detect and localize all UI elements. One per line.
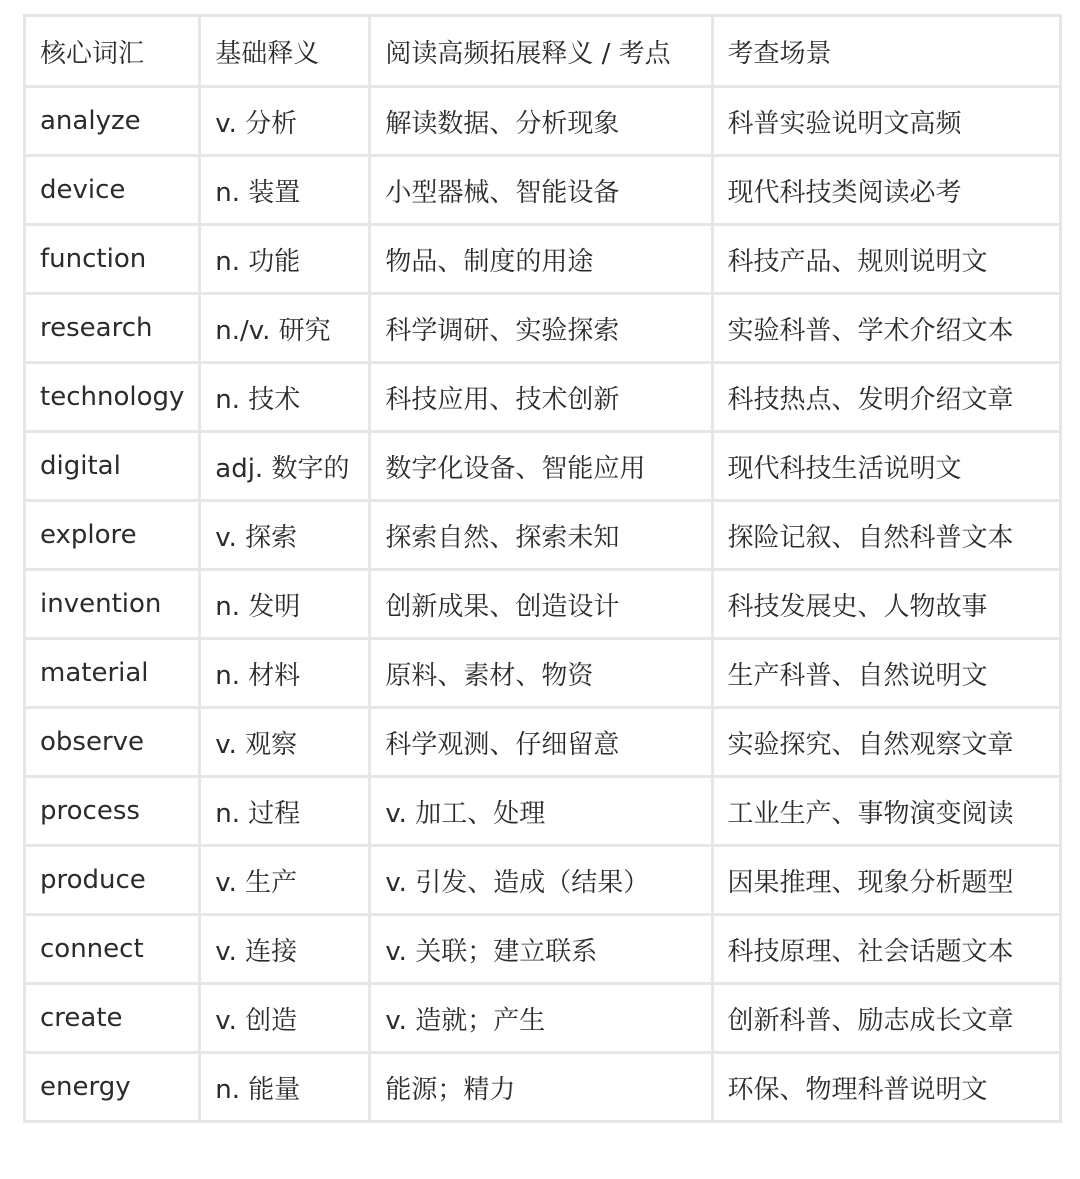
table-row (25, 225, 1061, 294)
table-row (25, 1053, 1061, 1122)
table-row (25, 984, 1061, 1053)
cell-test-scenario: 生产科普、自然说明文 (712, 639, 1060, 708)
cell-word: device (25, 156, 200, 225)
cell-basic-meaning: adj. 数字的 (200, 432, 370, 501)
cell-extended-meaning: 解读数据、分析现象 (370, 87, 712, 156)
table-row (25, 639, 1061, 708)
cell-test-scenario: 科普实验说明文高频 (712, 87, 1060, 156)
cell-word: connect (25, 915, 200, 984)
table-row (25, 915, 1061, 984)
table-row (25, 846, 1061, 915)
cell-extended-meaning: 数字化设备、智能应用 (370, 432, 712, 501)
cell-extended-meaning: 创新成果、创造设计 (370, 570, 712, 639)
cell-word: research (25, 294, 200, 363)
cell-basic-meaning: n. 技术 (200, 363, 370, 432)
cell-word: analyze (25, 87, 200, 156)
cell-test-scenario: 工业生产、事物演变阅读 (712, 777, 1060, 846)
cell-basic-meaning: n. 材料 (200, 639, 370, 708)
cell-test-scenario: 创新科普、励志成长文章 (712, 984, 1060, 1053)
cell-extended-meaning: 科学调研、实验探索 (370, 294, 712, 363)
cell-extended-meaning: v. 引发、造成（结果） (370, 846, 712, 915)
cell-test-scenario: 现代科技类阅读必考 (712, 156, 1060, 225)
cell-test-scenario: 科技热点、发明介绍文章 (712, 363, 1060, 432)
cell-extended-meaning: v. 加工、处理 (370, 777, 712, 846)
cell-test-scenario: 科技发展史、人物故事 (712, 570, 1060, 639)
cell-basic-meaning: n. 功能 (200, 225, 370, 294)
cell-basic-meaning: n. 过程 (200, 777, 370, 846)
cell-basic-meaning: v. 生产 (200, 846, 370, 915)
header-core-word: 核心词汇 (25, 16, 200, 87)
cell-test-scenario: 环保、物理科普说明文 (712, 1053, 1060, 1122)
cell-test-scenario: 科技产品、规则说明文 (712, 225, 1060, 294)
cell-word: function (25, 225, 200, 294)
cell-basic-meaning: n. 能量 (200, 1053, 370, 1122)
cell-word: produce (25, 846, 200, 915)
table-row (25, 156, 1061, 225)
cell-extended-meaning: 探索自然、探索未知 (370, 501, 712, 570)
cell-basic-meaning: n. 装置 (200, 156, 370, 225)
cell-extended-meaning: 原料、素材、物资 (370, 639, 712, 708)
cell-extended-meaning: v. 造就；产生 (370, 984, 712, 1053)
cell-extended-meaning: v. 关联；建立联系 (370, 915, 712, 984)
cell-word: process (25, 777, 200, 846)
cell-basic-meaning: v. 观察 (200, 708, 370, 777)
cell-test-scenario: 因果推理、现象分析题型 (712, 846, 1060, 915)
header-test-scenario: 考查场景 (712, 16, 1060, 87)
cell-word: digital (25, 432, 200, 501)
cell-extended-meaning: 小型器械、智能设备 (370, 156, 712, 225)
cell-basic-meaning: n. 发明 (200, 570, 370, 639)
table-row (25, 432, 1061, 501)
cell-extended-meaning: 科学观测、仔细留意 (370, 708, 712, 777)
cell-basic-meaning: v. 分析 (200, 87, 370, 156)
table-header-row (25, 16, 1061, 87)
cell-test-scenario: 科技原理、社会话题文本 (712, 915, 1060, 984)
cell-word: explore (25, 501, 200, 570)
table-row (25, 708, 1061, 777)
cell-extended-meaning: 科技应用、技术创新 (370, 363, 712, 432)
cell-test-scenario: 实验科普、学术介绍文本 (712, 294, 1060, 363)
cell-word: material (25, 639, 200, 708)
table-row (25, 294, 1061, 363)
cell-basic-meaning: v. 创造 (200, 984, 370, 1053)
cell-word: invention (25, 570, 200, 639)
header-basic-meaning: 基础释义 (200, 16, 370, 87)
cell-test-scenario: 实验探究、自然观察文章 (712, 708, 1060, 777)
table-row (25, 363, 1061, 432)
cell-word: create (25, 984, 200, 1053)
cell-basic-meaning: v. 连接 (200, 915, 370, 984)
cell-basic-meaning: v. 探索 (200, 501, 370, 570)
table-row (25, 777, 1061, 846)
table-row (25, 570, 1061, 639)
cell-test-scenario: 现代科技生活说明文 (712, 432, 1060, 501)
cell-word: observe (25, 708, 200, 777)
cell-test-scenario: 探险记叙、自然科普文本 (712, 501, 1060, 570)
cell-extended-meaning: 物品、制度的用途 (370, 225, 712, 294)
header-extended-meaning: 阅读高频拓展释义 / 考点 (370, 16, 712, 87)
cell-basic-meaning: n./v. 研究 (200, 294, 370, 363)
cell-word: energy (25, 1053, 200, 1122)
table-row (25, 87, 1061, 156)
vocabulary-table (23, 14, 1062, 1123)
cell-extended-meaning: 能源；精力 (370, 1053, 712, 1122)
cell-word: technology (25, 363, 200, 432)
table-row (25, 501, 1061, 570)
